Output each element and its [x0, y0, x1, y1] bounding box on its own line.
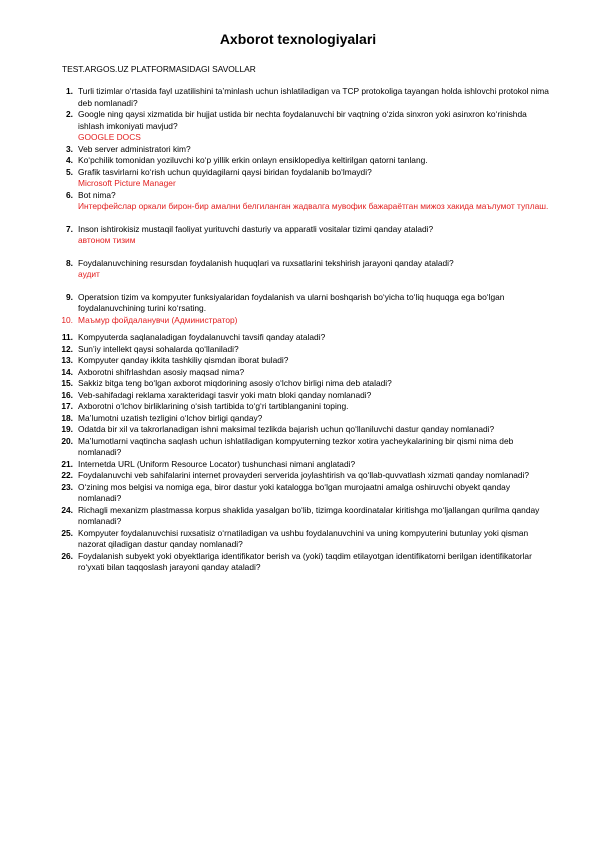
question-text: Veb-sahifadagi reklama xarakteridagi tasvir yoki matn bloki qanday nomlanadi? [78, 389, 372, 400]
question-number: 8. [66, 257, 73, 268]
question-text: Grafik tasvirlarni ko‘rish uchun quyidagilarni qaysi biridan foydalanib bo‘lmaydi? [78, 166, 372, 177]
question-text: Veb server administratori kim? [78, 143, 191, 154]
spacer [50, 213, 550, 224]
question-number: 24. [61, 504, 73, 515]
question-text: Axborotni o‘lchov birliklarining o‘sish tartibida to‘g‘ri tartiblanganini toping. [78, 401, 349, 411]
question-list [50, 86, 550, 574]
question-number: 13. [61, 355, 73, 365]
question-text: Axborotni shifrlashdan asosiy maqsad nima? [78, 366, 245, 377]
question-item [50, 167, 550, 179]
question-text: Ma’lumotni uzatish tezligini o‘lchov birligi qanday? [78, 412, 263, 423]
question-number: 11. [61, 332, 73, 342]
question-number: 17. [61, 401, 73, 411]
question-text: Foydalanish subyekt yoki obyektlariga identifikator berish va (yoki) taqdim etilayotgan identifikatorni berilgan identifikatorlar ro‘yxati bilan taqqoslash jarayoni qanday ataladi? [78, 550, 532, 572]
question-number: 12. [61, 343, 73, 354]
answer-text: Microsoft Picture Manager [78, 178, 176, 188]
question-item [50, 424, 550, 436]
question-item [50, 378, 550, 390]
question-number: 4. [66, 155, 73, 165]
question-text: Bot nima? [78, 189, 116, 200]
answer-text: автоном тизим [78, 235, 136, 245]
question-item [50, 344, 550, 356]
question-item [50, 459, 550, 471]
question-number: 9. [66, 291, 73, 302]
question-text: Ko‘pchilik tomonidan yoziluvchi ko‘p yillik erkin onlayn ensiklopediya keltirilgan qatorni tanlang. [78, 155, 428, 165]
question-text: Google ning qaysi xizmatida bir hujjat ustida bir nechta foydalanuvchi bir vaqtning o‘zida sinxron yoki asinxron ko‘rinishda ishlash imkoniyati mavjud? [78, 109, 527, 131]
question-text: Sun’iy intellekt qaysi sohalarda qo‘llaniladi? [78, 343, 239, 354]
question-item [50, 413, 550, 425]
question-text: O‘zining mos belgisi va nomiga ega, biror dastur yoki katalogga bo‘lgan murojaatni amalga oshiruvchi obyekt qanday nomlanadi? [78, 481, 511, 503]
question-item [50, 258, 550, 270]
question-number: 19. [61, 424, 73, 434]
answer-text: аудит [78, 269, 100, 279]
question-text: Turli tizimlar o‘rtasida fayl uzatilishini ta’minlash uchun ishlatiladigan va TCP protokoliga tayangan holda ishlovchi protokol nima deb nomlanadi? [78, 86, 549, 108]
document-title: Axborot texnologiyalari [219, 31, 377, 47]
question-text: Internetda URL (Uniform Resource Locator) tushunchasi nimani anglatadi? [78, 458, 356, 469]
question-item [50, 470, 550, 482]
answer-text: Интерфейслар оркали бирон-бир амални белгиланган жадвалга мувофик бажараётган мижоз хакида маълумот туплаш. [78, 201, 549, 211]
question-item [50, 292, 550, 315]
question-number: 26. [61, 550, 73, 561]
question-number: 23. [61, 481, 73, 492]
question-item [50, 551, 550, 574]
question-number: 25. [61, 527, 73, 538]
question-text: Kompyuter qanday ikkita tashkiliy qismdan iborat buladi? [78, 355, 289, 365]
answer-text: Маъмур фойдаланувчи (Администратор) [78, 314, 238, 325]
question-number: 18. [61, 412, 73, 423]
question-item [50, 355, 550, 367]
question-text: Kompyuter foydalanuvchisi ruxsatisiz o‘rnatiladigan va ushbu foydalanuvchini va uning kompyuterini butunlay yoki qisman nazorat qiladigan dastur qanday nomlanadi? [78, 527, 529, 549]
question-item [50, 528, 550, 551]
spacer [50, 281, 550, 292]
question-number: 10. [61, 314, 73, 325]
document-subtitle: TEST.ARGOS.UZ PLATFORMASIDAGI SAVOLLAR [62, 64, 256, 74]
question-item [50, 224, 550, 236]
question-text: Foydalanuvchining resursdan foydalanish huquqlari va ruxsatlarini tekshirish jarayoni qanday ataladi? [78, 257, 454, 268]
question-number: 7. [66, 223, 73, 234]
question-text: Odatda bir xil va takrorlanadigan ishni maksimal tezlikda bajarish uchun qo‘llaniluvchi dastur qanday nomlanadi? [78, 424, 495, 434]
question-text: Operatsion tizim va kompyuter funksiyalaridan foydalanish va ularni boshqarish bo‘yicha to‘liq huquqga ega bo‘lgan foydalanuvchining turini ko‘rsating. [78, 291, 505, 313]
question-item [50, 505, 550, 528]
question-number: 5. [66, 166, 73, 177]
question-text: Ma’lumotlarni vaqtincha saqlash uchun ishlatiladigan kompyuterning tezkor xotira yacheykalarining bir qismi nima deb nomlanadi? [78, 435, 514, 457]
question-item [50, 190, 550, 202]
answer-text: GOOGLE DOCS [78, 132, 141, 142]
spacer [50, 247, 550, 258]
question-item [50, 436, 550, 459]
question-item [50, 86, 550, 109]
question-item [50, 390, 550, 402]
question-item [50, 332, 550, 344]
question-number: 14. [61, 366, 73, 377]
question-number: 1. [66, 86, 73, 96]
question-text: Kompyuterda saqlanaladigan foydalanuvchi tavsifi qanday ataladi? [78, 332, 326, 342]
question-number: 3. [66, 143, 73, 154]
question-text: Sakkiz bitga teng bo‘lgan axborot miqdorining asosiy o‘lchov birligi nima deb ataladi? [78, 378, 392, 388]
question-text: Foydalanuvchi veb sahifalarini internet provayderi serverida joylashtirish va qo‘llab-quvvatlash xizmati qanday nomlanadi? [78, 470, 530, 480]
question-item [50, 155, 550, 167]
question-item [50, 401, 550, 413]
question-item [50, 109, 550, 132]
question-text: Inson ishtirokisiz mustaqil faoliyat yurituvchi dasturiy va apparatli vositalar tizimi qanday ataladi? [78, 223, 434, 234]
answer-item [50, 315, 550, 327]
question-text: Richagli mexanizm plastmassa korpus shaklida yasalgan bo‘lib, tizimga koordinatalar kiritishga mo‘ljallangan qurilma qanday nomlanadi? [78, 504, 540, 526]
question-number: 16. [61, 389, 73, 400]
question-number: 15. [61, 378, 73, 388]
question-number: 6. [66, 189, 73, 200]
question-number: 21. [61, 458, 73, 469]
question-item [50, 367, 550, 379]
question-number: 20. [61, 435, 73, 446]
question-number: 2. [66, 109, 73, 119]
question-item [50, 144, 550, 156]
question-number: 22. [61, 470, 73, 480]
question-item [50, 482, 550, 505]
